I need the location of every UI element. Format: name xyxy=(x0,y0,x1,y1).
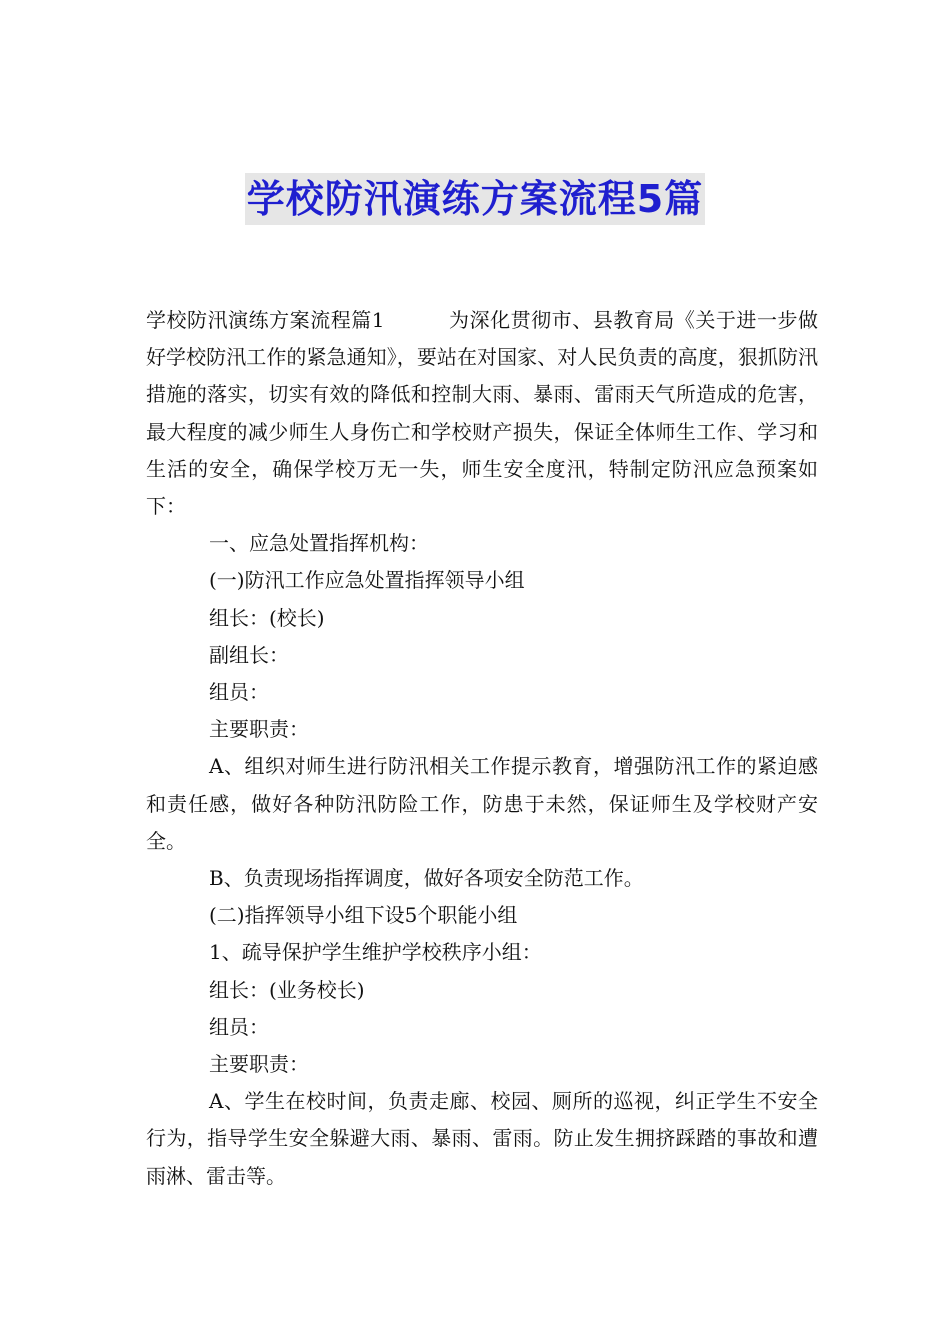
paragraph-duty-b: B、负责现场指挥调度，做好各项安全防范工作。 xyxy=(209,866,644,891)
paragraph-group-leader: 组长：(业务校长) xyxy=(209,977,365,1002)
intro-text: 为深化贯彻市、县教育局《关于进一步做好学校防汛工作的紧急通知》，要站在对国家、对人民负责的高度，狠抓防汛措施的落实，切实有效的降低和控制大雨、暴雨、雷雨天气所造成的危害，最大程度的减少师生人身伤亡和学校财产损失，保证全体师生工作、学习和生活的安全，确保学校万无一失，师生安全度汛，特制定防汛应急预案如下： xyxy=(146,308,818,519)
paragraph-deputy-leader: 副组长： xyxy=(209,642,289,667)
paragraph-group-members: 组员： xyxy=(209,1014,269,1039)
paragraph-duties-label: 主要职责： xyxy=(209,717,309,742)
paragraph-group-duties-label: 主要职责： xyxy=(209,1052,309,1077)
paragraph-members: 组员： xyxy=(209,680,269,705)
document-body xyxy=(146,302,818,1195)
title-container xyxy=(0,173,950,225)
intro-paragraph xyxy=(146,302,818,525)
paragraph-leader: 组长：(校长) xyxy=(209,605,325,630)
subsection-heading: (一)防汛工作应急处置指挥领导小组 xyxy=(209,568,525,593)
paragraph-duty-a: A、组织对师生进行防汛相关工作提示教育，增强防汛工作的紧迫感和责任感，做好各种防汛防险工作，防患于未然，保证师生及学校财产安全。 xyxy=(146,754,818,853)
subsection-heading-2: (二)指挥领导小组下设5个职能小组 xyxy=(209,903,518,928)
section-heading: 一、应急处置指挥机构： xyxy=(209,531,429,556)
intro-heading: 学校防汛演练方案流程篇1 xyxy=(146,308,385,332)
group-heading-1: 1、疏导保护学生维护学校秩序小组： xyxy=(209,940,542,965)
document-title: 学校防汛演练方案流程5篇 xyxy=(245,173,705,225)
paragraph-group-duty-a: A、学生在校时间，负责走廊、校园、厕所的巡视，纠正学生不安全行为，指导学生安全躲避大雨、暴雨、雷雨。防止发生拥挤踩踏的事故和遭雨淋、雷击等。 xyxy=(146,1089,818,1188)
